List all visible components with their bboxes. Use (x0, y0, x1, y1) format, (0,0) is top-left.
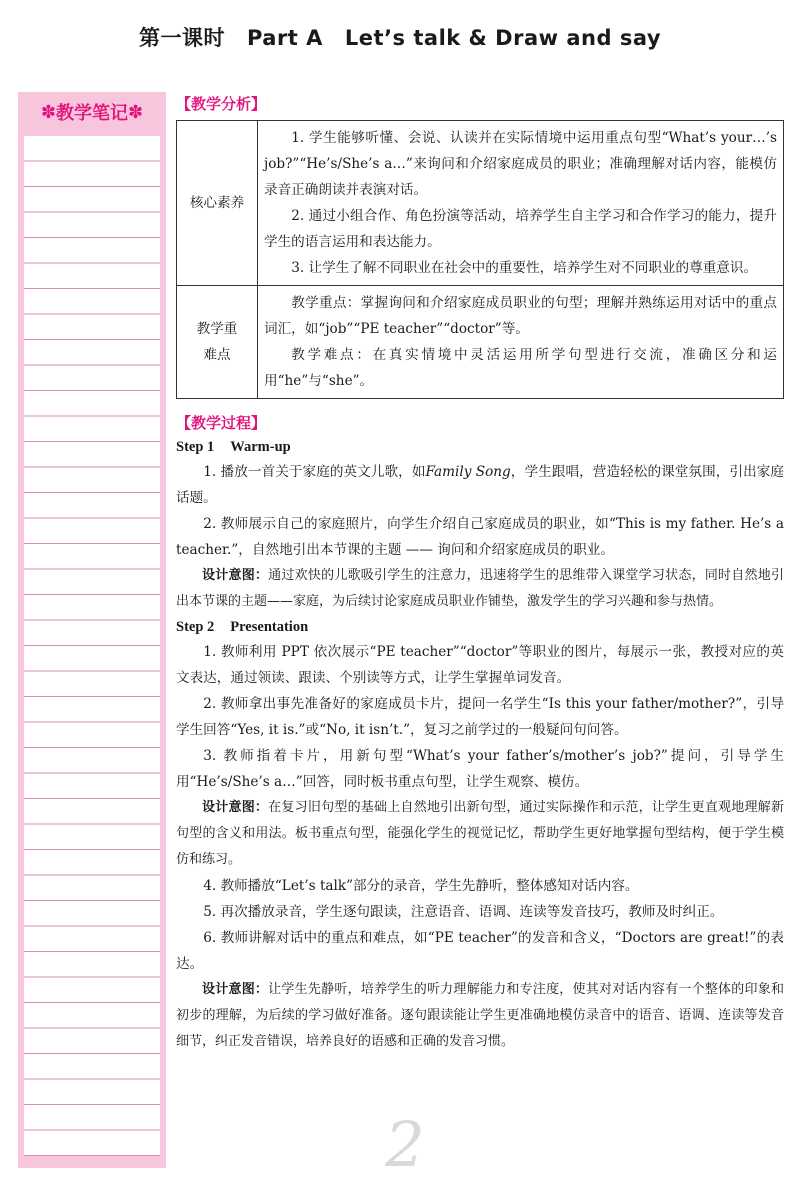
flower-icon: ✽ (40, 101, 56, 123)
page-number: 2 (385, 1108, 425, 1181)
song-title: Family Song (425, 464, 511, 480)
lesson-topic: Let’s talk & Draw and say (344, 26, 662, 50)
paragraph: 2. 教师展示自己的家庭照片，向学生介绍自己家庭成员的职业，如“This is my father. He’s a teacher.”，自然地引出本节课的主题 —— 询问和介绍家庭成员的职业。 (176, 516, 784, 558)
step-name: Presentation (230, 619, 309, 635)
page-title (0, 22, 800, 52)
design-intent (176, 563, 784, 615)
paragraph: 2. 通过小组合作、角色扮演等活动，培养学生自主学习和合作学习的能力，提升学生的语言运用和表达能力。 (264, 208, 777, 250)
paragraph: 1. 学生能够听懂、会说、认读并在实际情境中运用重点句型“What’s your…’s job?”“He’s/She’s a…”来询问和介绍家庭成员的职业；准确理解对话内容，能模仿录音正确朗读并表演对话。 (264, 130, 777, 198)
paragraph: 教学难点：在真实情境中灵活运用所学句型进行交流，准确区分和运用“he”与“she”。 (264, 347, 777, 389)
paragraph: 教学重点：掌握询问和介绍家庭成员职业的句型；理解并熟练运用对话中的重点词汇，如“job”“PE teacher”“doctor”等。 (264, 295, 777, 337)
text: ，学生跟唱，营造轻松的课堂氛围，引出家庭话题。 (176, 464, 785, 506)
process-section (176, 411, 784, 1055)
notes-heading-text: 教学笔记 (56, 103, 128, 124)
part-label: Part A (246, 26, 323, 50)
row-body (258, 121, 784, 286)
step-heading (176, 615, 784, 639)
row-body (258, 286, 784, 399)
paragraph: 1. 教师利用 PPT 依次展示“PE teacher”“doctor”等职业的图片，每展示一张，教授对应的英文表达，通过领读、跟读、个别读等方式，让学生掌握单词发音。 (176, 644, 784, 686)
paragraph: 6. 教师讲解对话中的重点和难点，如“PE teacher”的发音和含义，“Doctors are great!”的表达。 (176, 930, 784, 972)
row-head: 核心素养 (177, 121, 258, 286)
notes-sidebar (18, 92, 166, 1168)
row-head-line: 难点 (203, 347, 231, 363)
text: 1. 播放一首关于家庭的英文儿歌，如 (203, 464, 426, 480)
process-section-label: 【教学过程】 (176, 414, 267, 432)
intent-text: 在复习旧句型的基础上自然地引出新句型，通过实际操作和示范，让学生更直观地理解新句型的含义和用法。板书重点句型，能强化学生的视觉记忆，帮助学生更好地掌握句型结构，便于学生模仿和练习。 (176, 800, 784, 867)
table-row (177, 121, 784, 286)
table-row (177, 286, 784, 399)
intent-label: 设计意图： (202, 800, 269, 815)
design-intent (176, 795, 784, 873)
notes-lined-area[interactable] (24, 136, 160, 1156)
step-number: Step 2 (176, 619, 215, 635)
step-name: Warm-up (230, 439, 291, 455)
notes-heading (18, 92, 166, 132)
intent-label: 设计意图： (202, 568, 269, 583)
paragraph (176, 459, 784, 511)
row-head (177, 286, 258, 399)
step-heading (176, 435, 784, 459)
step-number: Step 1 (176, 439, 215, 455)
analysis-table (176, 120, 784, 399)
paragraph: 2. 教师拿出事先准备好的家庭成员卡片，提问一名学生“Is this your father/mother?”，引导学生回答“Yes, it is.”或“No, it isn’t.”，复习之前学过的一般疑问句问答。 (176, 696, 784, 738)
paragraph: 3. 教师指着卡片，用新句型“What’s your father’s/mother’s job?”提问，引导学生用“He’s/She’s a…”回答，同时板书重点句型，让学生观察、模仿。 (176, 748, 784, 790)
design-intent (176, 977, 784, 1055)
paragraph: 3. 让学生了解不同职业在社会中的重要性，培养学生对不同职业的尊重意识。 (291, 260, 758, 276)
intent-text: 通过欢快的儿歌吸引学生的注意力，迅速将学生的思维带入课堂学习状态，同时自然地引出本节课的主题——家庭，为后续讨论家庭成员职业作铺垫，激发学生的学习兴趣和参与热情。 (176, 568, 784, 609)
lesson-label: 第一课时 (138, 26, 225, 50)
intent-label: 设计意图： (202, 982, 269, 997)
flower-icon: ✽ (128, 101, 144, 123)
paragraph: 5. 再次播放录音，学生逐句跟读，注意语音、语调、连读等发音技巧，教师及时纠正。 (203, 904, 724, 920)
row-head-line: 教学重 (196, 321, 238, 337)
paragraph: 4. 教师播放“Let’s talk”部分的录音，学生先静听，整体感知对话内容。 (203, 878, 639, 894)
analysis-section-label: 【教学分析】 (176, 95, 267, 113)
intent-text: 让学生先静听，培养学生的听力理解能力和专注度，使其对对话内容有一个整体的印象和初步的理解，为后续的学习做好准备。逐句跟读能让学生更准确地模仿录音中的语音、语调、连读等发音细节，纠正发音错误，培养良好的语感和正确的发音习惯。 (176, 982, 784, 1049)
main-content (176, 92, 784, 1055)
